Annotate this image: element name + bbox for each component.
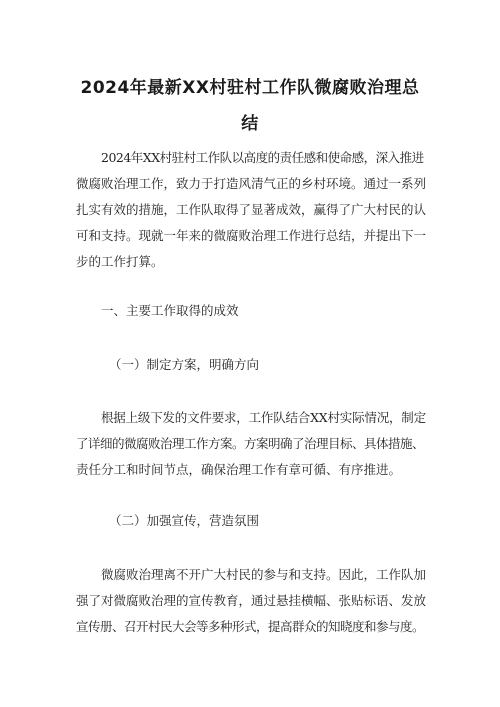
sub1-line: 责任分工和时间节点，确保治理工作有章可循、有序推进。 bbox=[76, 462, 402, 477]
intro-line: 可和支持。现就一年来的微腐败治理工作进行总结，并提出下一 bbox=[76, 228, 427, 243]
title-line-1: 2024年最新XX村驻村工作队微腐败治理总 bbox=[80, 78, 420, 98]
intro-line: 2024年XX村驻村工作队以高度的责任感和使命感，深入推进 bbox=[101, 150, 424, 165]
intro-line: 微腐败治理工作，致力于打造风清气正的乡村环境。通过一系列 bbox=[76, 176, 427, 191]
section1-heading: 一、主要工作取得的成效 bbox=[101, 303, 239, 318]
intro-paragraph bbox=[76, 145, 426, 275]
title-line-2: 结 bbox=[241, 114, 259, 134]
subsection2-paragraph bbox=[76, 562, 426, 640]
sub2-line: 微腐败治理离不开广大村民的参与和支持。因此，工作队加 bbox=[101, 567, 427, 582]
intro-line: 步的工作打算。 bbox=[76, 254, 164, 269]
subsection2-heading: （二）加强宣传，营造氛围 bbox=[109, 513, 260, 528]
subsection1-paragraph bbox=[76, 405, 426, 483]
sub1-line: 根据上级下发的文件要求，工作队结合XX村实际情况，制定 bbox=[101, 410, 426, 425]
sub2-line: 强了对微腐败治理的宣传教育，通过悬挂横幅、张贴标语、发放 bbox=[76, 593, 427, 608]
intro-line: 扎实有效的措施，工作队取得了显著成效，赢得了广大村民的认 bbox=[76, 202, 427, 217]
sub2-line: 宣传册、召开村民大会等多种形式，提高群众的知晓度和参与度。 bbox=[76, 619, 425, 634]
sub1-line: 了详细的微腐败治理工作方案。方案明确了治理目标、具体措施、 bbox=[76, 436, 425, 451]
subsection1-heading: （一）制定方案，明确方向 bbox=[109, 357, 260, 372]
document-title bbox=[60, 70, 440, 142]
